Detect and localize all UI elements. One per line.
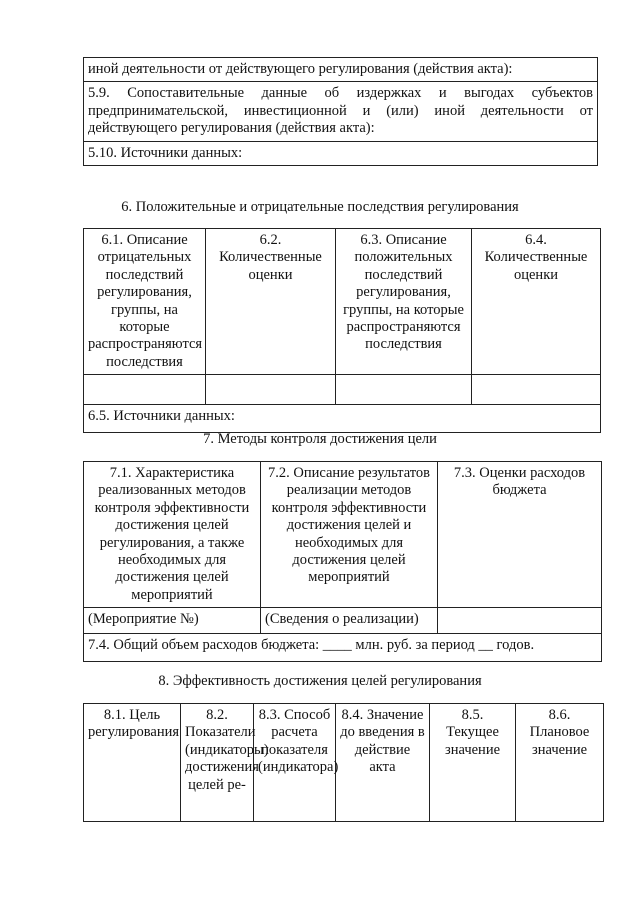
header-6-3: 6.3. Описание положительных последствий регулирования, группы, на которые распространяются последствия bbox=[336, 229, 472, 375]
section6-title: 6. Положительные и отрицательные последствия регулирования bbox=[121, 199, 519, 215]
header-7-3: 7.3. Оценки расходов бюджета bbox=[438, 462, 602, 608]
cell-6-1 bbox=[84, 375, 206, 405]
cell-6-3 bbox=[336, 375, 472, 405]
section8-title: 8. Эффективность достижения целей регулирования bbox=[158, 673, 482, 689]
budget-estimate-cell bbox=[438, 608, 602, 634]
section5-table bbox=[83, 57, 598, 166]
section5-row-continuation: иной деятельности от действующего регулирования (действия акта): bbox=[84, 58, 598, 82]
header-7-1: 7.1. Характеристика реализованных методов контроля эффективности достижения целей регулирования, а также необходимых для достижения целей мероприятий bbox=[84, 462, 261, 608]
header-8-3: 8.3. Способ расчета показателя (индикатора) bbox=[254, 704, 336, 822]
sources-6-5: 6.5. Источники данных: bbox=[84, 405, 601, 433]
event-number: (Мероприятие №) bbox=[84, 608, 261, 634]
header-6-2: 6.2. Количественные оценки bbox=[206, 229, 336, 375]
cell-6-2 bbox=[206, 375, 336, 405]
header-8-2: 8.2. Показатели (индикаторы) достижения целей ре- bbox=[181, 704, 254, 822]
section8-table bbox=[83, 703, 604, 822]
section7-title: 7. Методы контроля достижения цели bbox=[203, 431, 437, 447]
header-8-4: 8.4. Значение до введения в действие акта bbox=[336, 704, 430, 822]
total-budget-7-4: 7.4. Общий объем расходов бюджета: ____ млн. руб. за период __ годов. bbox=[84, 634, 602, 662]
header-8-1: 8.1. Цель регулирования bbox=[84, 704, 181, 822]
header-8-6: 8.6. Плановое значение bbox=[516, 704, 604, 822]
section5-row-5-10: 5.10. Источники данных: bbox=[84, 141, 598, 165]
section5-row-5-9: 5.9. Сопоставительные данные об издержках и выгодах субъектов предпринимательской, инвестиционной и (или) иной деятельности от действующего регулирования (действия акта): bbox=[84, 82, 598, 141]
section6-table bbox=[83, 228, 601, 433]
section7-table bbox=[83, 461, 602, 662]
header-8-5: 8.5. Текущее значение bbox=[430, 704, 516, 822]
implementation-info: (Сведения о реализации) bbox=[261, 608, 438, 634]
cell-6-4 bbox=[472, 375, 601, 405]
header-6-1: 6.1. Описание отрицательных последствий регулирования, группы, на которые распространяются последствия bbox=[84, 229, 206, 375]
header-7-2: 7.2. Описание результатов реализации методов контроля эффективности достижения целей и необходимых для достижения целей мероприятий bbox=[261, 462, 438, 608]
header-6-4: 6.4. Количественные оценки bbox=[472, 229, 601, 375]
